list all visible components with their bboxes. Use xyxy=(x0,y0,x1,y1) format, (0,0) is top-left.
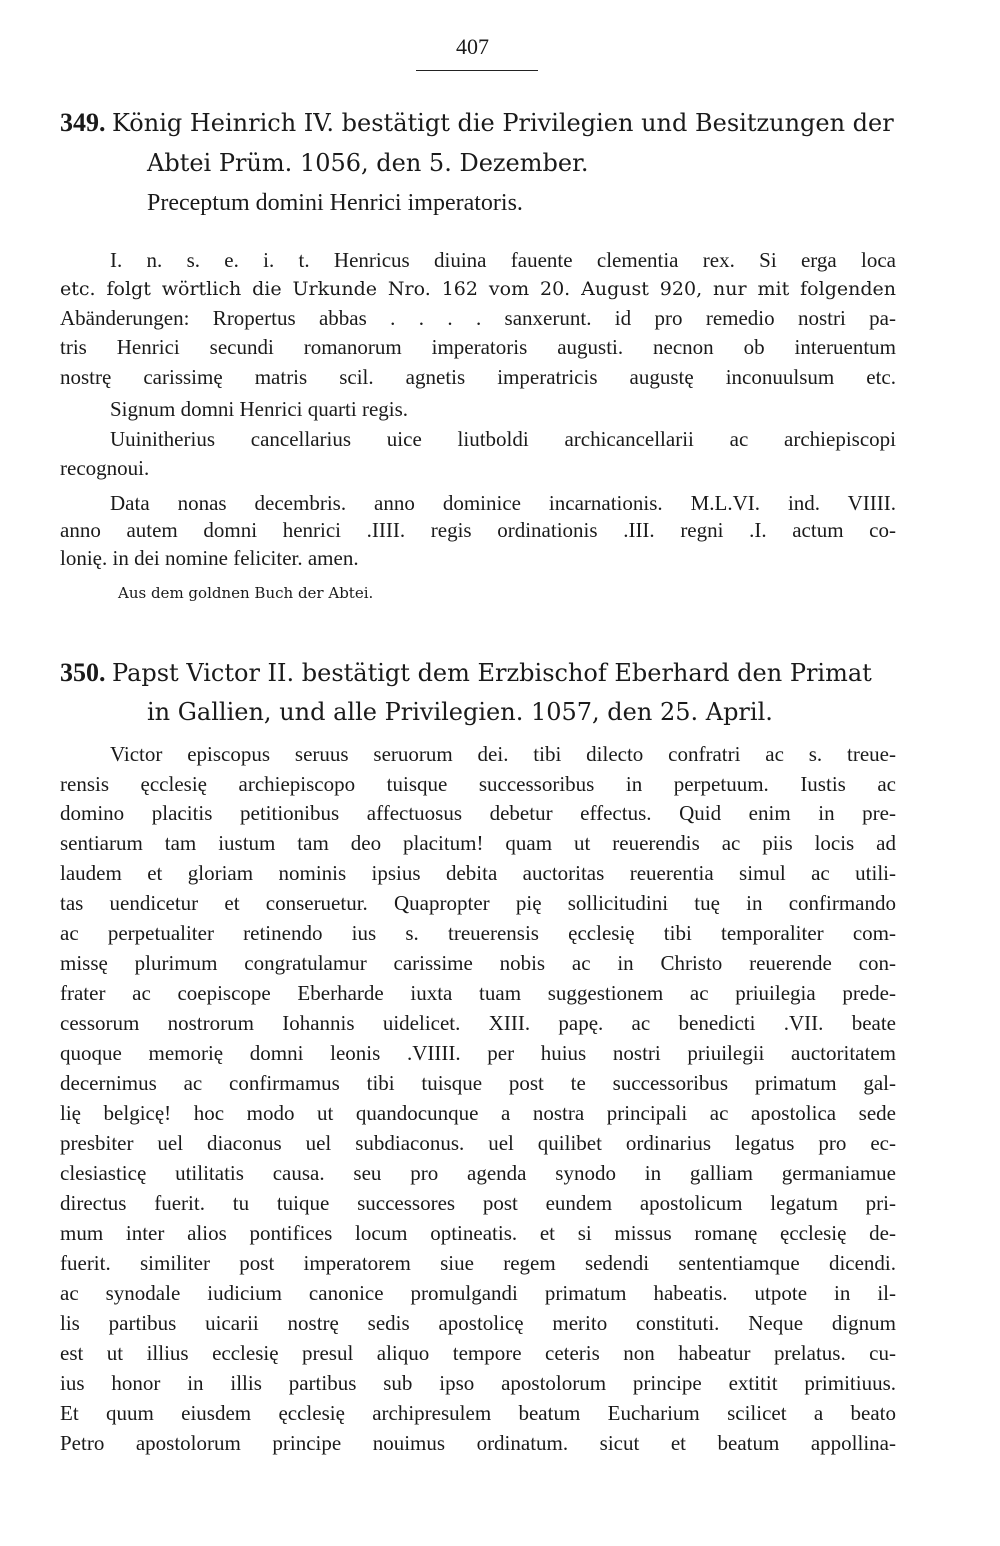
doc350-title-1: Papst Victor II. bestätigt dem Erzbischof Eberhard den Primat xyxy=(112,659,872,687)
header-rule xyxy=(416,70,538,71)
doc349-line: Abänderungen: Rropertus abbas . . . . sanxerunt. id pro remedio nostri pa- xyxy=(60,306,896,330)
doc350-line: lis partibus uicarii nostrę sedis apostolicę merito constituti. Neque dignum xyxy=(60,1311,896,1335)
doc350-number: 350. xyxy=(60,658,106,687)
doc350-line: sentiarum tam iustum tam deo placitum! quam ut reuerendis ac piis locis ad xyxy=(60,831,896,855)
doc350-line: clesiasticę utilitatis causa. seu pro agenda synodo in galliam germaniamue xyxy=(60,1161,896,1185)
doc349-source: Aus dem goldnen Buch der Abtei. xyxy=(118,584,374,602)
doc350-title-line-1 xyxy=(60,657,872,689)
doc350-line: directus fuerit. tu tuique successores post eundem apostolicum legatum pri- xyxy=(60,1191,896,1215)
doc350-line: ius honor in illis partibus sub ipso apostolorum principe extitit primitiuus. xyxy=(60,1371,896,1395)
doc350-line: mum inter alios pontifices locum optineatis. et si missus romanę ęcclesię de- xyxy=(60,1221,896,1245)
doc349-line: Data nonas decembris. anno dominice incarnationis. M.L.VI. ind. VIIII. xyxy=(110,491,896,515)
doc350-line: lię belgicę! hoc modo ut quandocunque a nostra principali ac apostolica sede xyxy=(60,1101,896,1125)
doc349-line: nostrę carissimę matris scil. agnetis imperatricis augustę inconuulsum etc. xyxy=(60,365,896,389)
doc350-line: ac synodale iudicium canonice promulgandi primatum habeatis. utpote in il- xyxy=(60,1281,896,1305)
doc350-line: tas uendicetur et conseruetur. Quapropter pię sollicitudini tuę in confirmando xyxy=(60,891,896,915)
doc350-line: laudem et gloriam nominis ipsius debita auctoritas reuerentia simul ac utili- xyxy=(60,861,896,885)
doc349-line: etc. folgt wörtlich die Urkunde Nro. 162 vom 20. August 920, nur mit folgenden xyxy=(60,278,896,300)
doc349-title-1: König Heinrich IV. bestätigt die Privilegien und Besitzungen der xyxy=(112,109,894,137)
doc349-line: lonię. in dei nomine feliciter. amen. xyxy=(60,546,359,570)
doc350-line: cessorum nostrorum Iohannis uidelicet. XIII. papę. ac benedicti .VII. beate xyxy=(60,1011,896,1035)
doc350-line: frater ac coepiscope Eberharde iuxta tuam suggestionem ac priuilegia prede- xyxy=(60,981,896,1005)
doc349-title-line-1 xyxy=(60,107,894,139)
doc349-number: 349. xyxy=(60,108,106,137)
doc350-line: rensis ęcclesię archiepiscopo tuisque successoribus in perpetuum. Iustis ac xyxy=(60,772,896,796)
doc350-line: ac perpetualiter retinendo ius s. treuerensis ęcclesię tibi temporaliter com- xyxy=(60,921,896,945)
doc349-title-2: Abtei Prüm. 1056, den 5. Dezember. xyxy=(147,149,589,177)
doc349-line: anno autem domni henrici .IIII. regis ordinationis .III. regni .I. actum co- xyxy=(60,518,896,542)
doc350-line: missę plurimum congratulamur carissime nobis ac in Christo reuerende con- xyxy=(60,951,896,975)
doc350-line: fuerit. similiter post imperatorem siue regem sedendi sententiamque dicendi. xyxy=(60,1251,896,1275)
doc349-line: tris Henrici secundi romanorum imperatoris augusti. necnon ob interuentum xyxy=(60,335,896,359)
doc349-line: recognoui. xyxy=(60,456,150,480)
doc349-line: I. n. s. e. i. t. Henricus diuina fauente clementia rex. Si erga loca xyxy=(110,248,896,272)
doc349-line: Signum domni Henrici quarti regis. xyxy=(110,397,409,421)
doc350-line: domino placitis petitionibus affectuosus debetur effectus. Quid enim in pre- xyxy=(60,801,896,825)
doc350-line: quoque memorię domni leonis .VIIII. per huius nostri priuilegii auctoritatem xyxy=(60,1041,896,1065)
doc350-line: Et quum eiusdem ęcclesię archipresulem beatum Eucharium scilicet a beato xyxy=(60,1401,896,1425)
page-number: 407 xyxy=(456,34,489,59)
doc350-line: est ut illius ecclesię presul aliquo tempore ceteris non habeatur prelatus. cu- xyxy=(60,1341,896,1365)
doc349-line: Uuinitherius cancellarius uice liutboldi archicancellarii ac archiepiscopi xyxy=(110,427,896,451)
doc349-subtitle: Preceptum domini Henrici imperatoris. xyxy=(147,190,523,216)
doc350-line: decernimus ac confirmamus tibi tuisque post te successoribus primatum gal- xyxy=(60,1071,896,1095)
doc350-line: presbiter uel diaconus uel subdiaconus. uel quilibet ordinarius legatus pro ec- xyxy=(60,1131,896,1155)
doc350-line: Victor episcopus seruus seruorum dei. tibi dilecto confratri ac s. treue- xyxy=(110,742,896,766)
doc350-title-2: in Gallien, und alle Privilegien. 1057, den 25. April. xyxy=(147,698,773,726)
doc350-line: Petro apostolorum principe nouimus ordinatum. sicut et beatum appollina- xyxy=(60,1431,896,1455)
